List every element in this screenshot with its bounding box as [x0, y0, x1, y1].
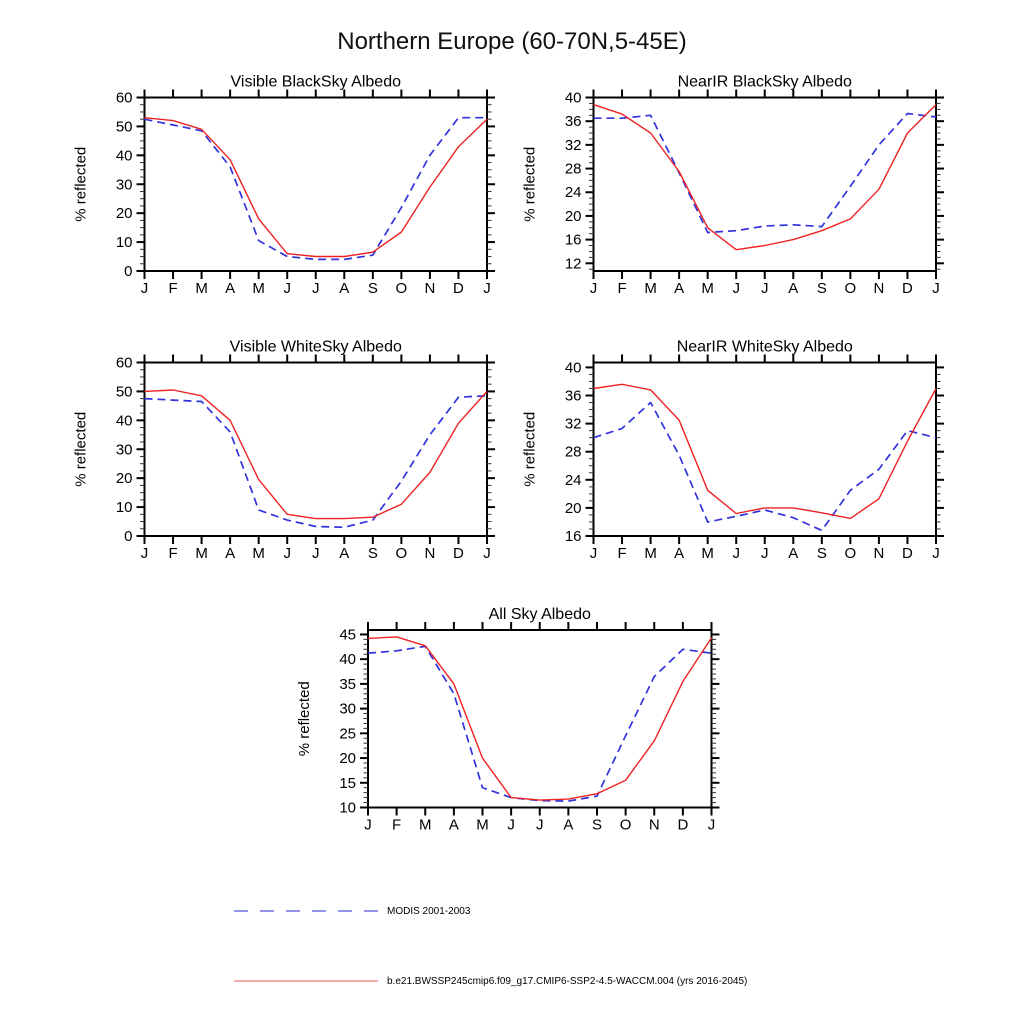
month-label: D — [677, 816, 689, 834]
y-tick-label: 40 — [564, 89, 582, 107]
month-label: J — [283, 280, 291, 297]
y-tick-label: 16 — [564, 528, 582, 545]
month-label: S — [367, 280, 378, 297]
month-label: A — [339, 545, 350, 562]
y-tick-label: 28 — [564, 160, 582, 178]
subplot-title: Visible WhiteSky Albedo — [229, 338, 402, 356]
y-tick-label: 12 — [564, 255, 582, 273]
month-label: A — [448, 816, 459, 834]
axis-border — [368, 630, 712, 808]
subplot-nearir-whitesky-albedo — [522, 339, 945, 563]
month-label: O — [844, 280, 857, 297]
month-label: O — [395, 545, 408, 562]
series-line-modis — [594, 114, 937, 233]
y-tick-label: 45 — [339, 626, 356, 644]
y-axis-label: % reflected — [296, 681, 313, 757]
y-tick-label: 10 — [339, 799, 356, 817]
series-line-model — [594, 105, 937, 250]
month-label: J — [312, 280, 320, 297]
subplot-all-sky-albedo — [296, 606, 720, 834]
series-line-model — [145, 390, 488, 519]
month-label: S — [591, 816, 603, 834]
y-tick-label: 36 — [564, 387, 582, 405]
month-label: J — [536, 816, 544, 834]
y-tick-label: 40 — [115, 147, 133, 165]
month-label: J — [732, 280, 740, 297]
month-label: F — [168, 280, 178, 297]
series-line-model — [368, 637, 712, 800]
month-label: J — [312, 545, 320, 562]
series-line-modis — [368, 646, 712, 801]
y-tick-label: 24 — [564, 184, 582, 202]
model-solid-line-sample — [233, 973, 379, 989]
month-label: M — [701, 280, 714, 297]
month-label: A — [788, 280, 799, 297]
month-label: F — [168, 545, 178, 562]
y-tick-label: 0 — [124, 263, 133, 280]
month-label: M — [476, 816, 489, 834]
month-label: M — [419, 816, 432, 834]
modis-dashed-line-sample — [233, 903, 379, 919]
month-label: J — [589, 280, 598, 297]
y-tick-label: 0 — [124, 528, 133, 545]
month-label: J — [732, 545, 740, 562]
axis-border — [145, 363, 488, 537]
month-label: F — [617, 280, 627, 297]
y-tick-label: 60 — [115, 89, 133, 107]
month-label: F — [392, 816, 402, 834]
y-tick-label: 50 — [115, 383, 133, 401]
y-tick-label: 35 — [339, 675, 356, 693]
month-label: J — [761, 280, 769, 297]
y-axis-label: % reflected — [521, 146, 539, 222]
month-label: O — [619, 816, 632, 834]
subplot-title: Visible BlackSky Albedo — [230, 73, 401, 91]
month-label: J — [140, 280, 149, 297]
series-line-model — [594, 384, 937, 518]
y-tick-label: 20 — [564, 207, 582, 225]
month-label: D — [453, 545, 464, 562]
month-label: J — [589, 545, 598, 562]
month-label: D — [902, 280, 913, 297]
subplot-nearir-blacksky-albedo — [522, 74, 945, 298]
series-line-model — [145, 118, 488, 257]
month-label: J — [483, 545, 491, 562]
month-label: M — [701, 545, 714, 562]
month-label: M — [644, 545, 657, 562]
month-label: A — [788, 545, 799, 562]
y-axis-label: % reflected — [72, 146, 90, 222]
y-tick-label: 25 — [339, 725, 356, 743]
y-tick-label: 20 — [564, 499, 582, 517]
y-tick-label: 30 — [115, 176, 133, 194]
y-tick-label: 28 — [564, 443, 582, 461]
y-tick-label: 40 — [115, 412, 133, 430]
y-tick-label: 40 — [339, 651, 356, 669]
month-label: M — [195, 280, 208, 297]
y-tick-label: 10 — [115, 499, 133, 517]
series-line-modis — [145, 118, 488, 260]
month-label: A — [225, 545, 236, 562]
month-label: D — [902, 545, 913, 562]
month-label: J — [483, 280, 491, 297]
month-label: J — [140, 545, 149, 562]
month-label: A — [225, 280, 236, 297]
y-tick-label: 24 — [564, 471, 582, 489]
month-label: M — [252, 545, 265, 562]
y-tick-label: 30 — [339, 700, 356, 718]
y-tick-label: 32 — [564, 415, 582, 433]
series-line-modis — [594, 403, 937, 531]
legend-item-modis — [233, 903, 470, 919]
month-label: J — [932, 280, 940, 297]
y-tick-label: 15 — [339, 774, 356, 792]
month-label: A — [339, 280, 350, 297]
month-label: S — [367, 545, 378, 562]
month-label: D — [453, 280, 464, 297]
legend-label-model: b.e21.BWSSP245cmip6.f09_g17.CMIP6-SSP2-4.5-WACCM.004 (yrs 2016-2045) — [387, 975, 748, 987]
page-title: Northern Europe (60-70N,5-45E) — [337, 28, 687, 55]
month-label: N — [873, 545, 885, 562]
month-label: M — [252, 280, 265, 297]
y-tick-label: 50 — [115, 118, 133, 136]
y-tick-label: 40 — [564, 359, 582, 377]
subplot-visible-blacksky-albedo — [73, 74, 496, 298]
month-label: S — [816, 280, 827, 297]
month-label: J — [707, 816, 716, 834]
month-label: M — [195, 545, 208, 562]
month-label: J — [507, 816, 515, 834]
month-label: O — [844, 545, 857, 562]
y-tick-label: 30 — [115, 441, 133, 459]
month-label: F — [617, 545, 627, 562]
month-label: S — [816, 545, 827, 562]
month-label: J — [283, 545, 291, 562]
month-label: N — [424, 280, 436, 297]
month-label: A — [674, 545, 685, 562]
subplot-visible-whitesky-albedo — [73, 339, 496, 563]
month-label: J — [761, 545, 769, 562]
y-tick-label: 60 — [115, 354, 133, 372]
legend-label-modis: MODIS 2001-2003 — [387, 905, 471, 917]
month-label: J — [364, 816, 372, 834]
y-axis-label: % reflected — [521, 411, 539, 487]
month-label: A — [563, 816, 574, 834]
y-tick-label: 32 — [564, 136, 582, 154]
y-tick-label: 20 — [115, 470, 133, 488]
y-tick-label: 10 — [115, 234, 133, 252]
subplot-title: NearIR BlackSky Albedo — [677, 73, 852, 91]
axis-border — [145, 98, 488, 272]
month-label: A — [674, 280, 685, 297]
legend-item-model — [233, 973, 747, 989]
y-tick-label: 16 — [564, 231, 582, 249]
y-tick-label: 20 — [115, 205, 133, 223]
subplot-title: NearIR WhiteSky Albedo — [676, 338, 853, 356]
month-label: N — [873, 280, 885, 297]
y-axis-label: % reflected — [72, 411, 90, 487]
month-label: N — [424, 545, 436, 562]
month-label: J — [932, 545, 940, 562]
month-label: M — [644, 280, 657, 297]
subplot-title: All Sky Albedo — [488, 606, 591, 623]
y-tick-label: 20 — [339, 750, 356, 768]
month-label: O — [395, 280, 408, 297]
y-tick-label: 36 — [564, 113, 582, 131]
month-label: N — [648, 816, 660, 834]
